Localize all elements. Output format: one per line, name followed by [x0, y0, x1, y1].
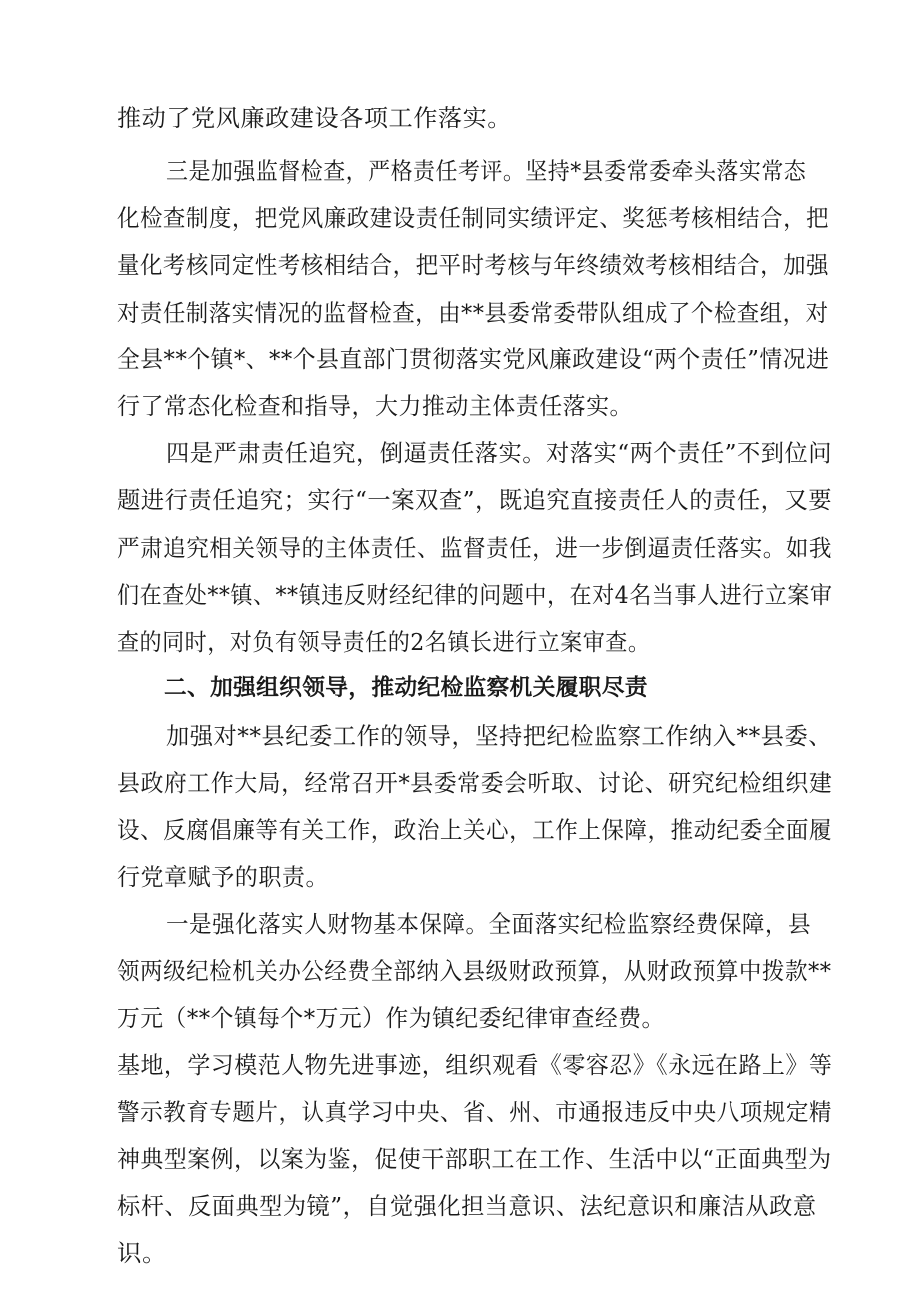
text-line: 严肃追究相关领导的主体责任、监督责任，进一步倒逼责任落实。如我 — [117, 534, 832, 562]
text-line: 基地，学习模范人物先进事迹，组织观看《零容忍》《永远在路上》等 — [117, 1051, 833, 1079]
text-line: 一是强化落实人财物基本保障。全面落实纪检监察经费保障，县 — [166, 910, 811, 938]
section-heading: 二、加强组织领导，推动纪检监察机关履职尽责 — [164, 675, 648, 701]
text-line: 神典型案例，以案为鉴，促使干部职工在工作、生活中以“正面典型为 — [117, 1145, 832, 1173]
text-line: 加强对**县纪委工作的领导，坚持把纪检监察工作纳入**县委、 — [166, 722, 833, 750]
text-line: 全县**个镇*、**个县直部门贯彻落实党风廉政建设“两个责任”情况进 — [117, 345, 830, 373]
text-line: 四是严肃责任追究，倒逼责任落实。对落实“两个责任”不到位问 — [166, 439, 833, 467]
text-line: 识。 — [117, 1239, 168, 1267]
text-line: 查的同时，对负有领导责任的2名镇长进行立案审查。 — [117, 628, 651, 656]
text-line: 们在查处**镇、**镇违反财经纪律的问题中，在对4名当事人进行立案审 — [117, 581, 833, 609]
text-line: 题进行责任追究；实行“一案双查”，既追究直接责任人的责任，又要 — [117, 486, 833, 514]
text-line: 警示教育专题片，认真学习中央、省、州、市通报违反中央八项规定精 — [117, 1098, 832, 1126]
text-line: 万元（**个镇每个*万元）作为镇纪委纪律审查经费。 — [117, 1004, 665, 1032]
text-line: 推动了党风廉政建设各项工作落实。 — [117, 104, 512, 132]
text-line: 化检查制度，把党风廉政建设责任制同实绩评定、奖惩考核相结合，把 — [117, 204, 830, 232]
text-line: 行了常态化检查和指导，大力推动主体责任落实。 — [117, 392, 634, 420]
text-line: 领两级纪检机关办公经费全部纳入县级财政预算，从财政预算中拨款** — [117, 957, 832, 985]
text-line: 标杆、反面典型为镜”，自觉强化担当意识、法纪意识和廉洁从政意 — [117, 1192, 817, 1220]
text-line: 县政府工作大局，经常召开*县委常委会听取、讨论、研究纪检组织建 — [117, 769, 833, 797]
text-line: 三是加强监督检查，严格责任考评。坚持*县委常委牵头落实常态 — [166, 157, 807, 185]
text-line: 行党章赋予的职责。 — [117, 863, 330, 891]
text-line: 设、反腐倡廉等有关工作，政治上关心，工作上保障，推动纪委全面履 — [117, 816, 832, 844]
text-line: 对责任制落实情况的监督检查，由**县委常委带队组成了个检查组，对 — [117, 299, 829, 327]
text-line: 量化考核同定性考核相结合，把平时考核与年终绩效考核相结合，加强 — [117, 251, 830, 279]
